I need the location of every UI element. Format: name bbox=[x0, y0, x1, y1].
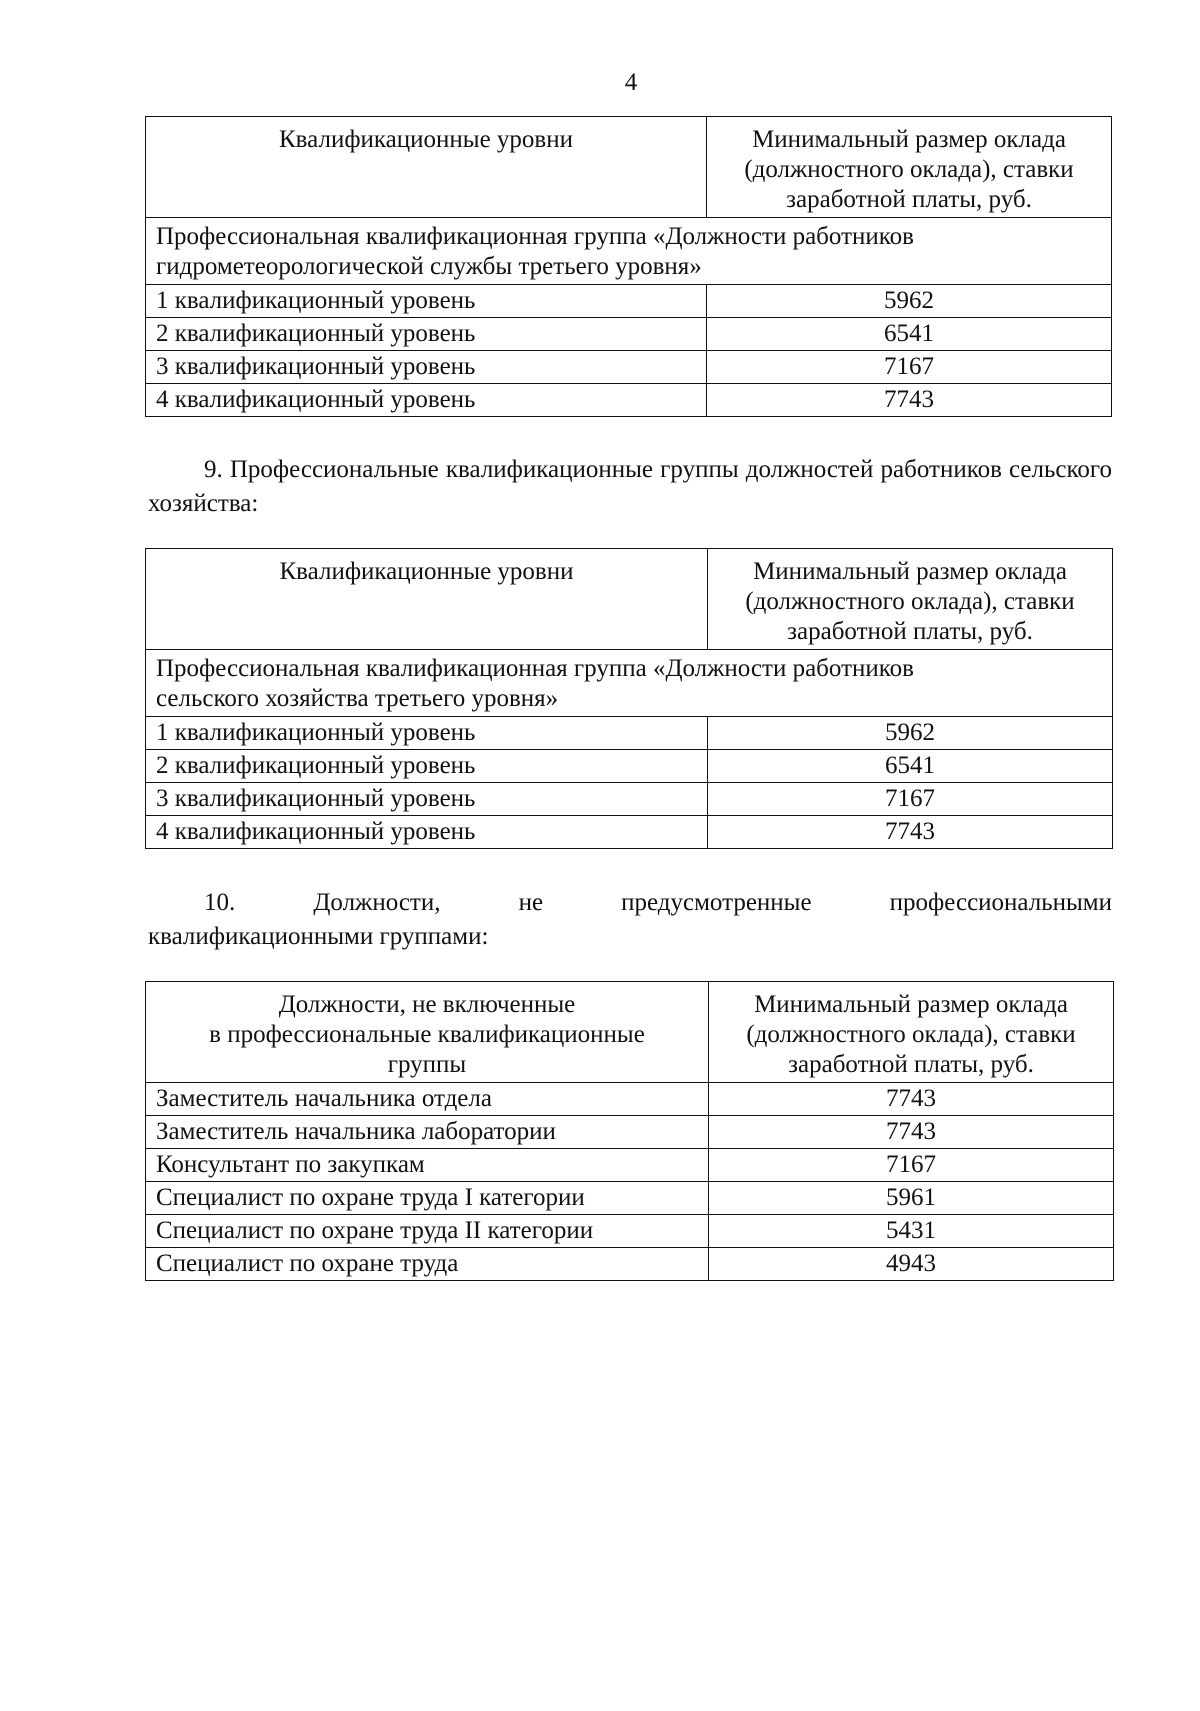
salary-table-other-positions bbox=[145, 981, 1114, 1281]
salary-cell: 5431 bbox=[709, 1215, 1114, 1248]
level-cell: 4 квалификационный уровень bbox=[146, 384, 707, 417]
group-line: гидрометеорологической службы третьего уровня» bbox=[156, 253, 702, 280]
table-row bbox=[146, 351, 1112, 384]
table-header-row bbox=[146, 117, 1112, 218]
section-10-word: профессиональными bbox=[889, 889, 1112, 916]
salary-cell: 5962 bbox=[708, 717, 1113, 750]
header-line: заработной платы, руб. bbox=[787, 618, 1033, 645]
table-row bbox=[146, 750, 1113, 783]
section-10-line-1 bbox=[148, 886, 1112, 920]
table-row bbox=[146, 1182, 1114, 1215]
table-row bbox=[146, 318, 1112, 351]
section-9-paragraph bbox=[148, 453, 1112, 521]
position-cell: Заместитель начальника отдела bbox=[146, 1083, 709, 1116]
group-row bbox=[146, 218, 1112, 285]
salary-cell: 7743 bbox=[709, 1083, 1114, 1116]
header-min-salary bbox=[707, 117, 1112, 218]
level-cell: 2 квалификационный уровень bbox=[146, 750, 708, 783]
header-cell-text: Квалификационные уровни bbox=[279, 558, 574, 585]
header-line: Минимальный размер оклада bbox=[753, 558, 1067, 585]
header-line: заработной платы, руб. bbox=[786, 186, 1032, 213]
salary-cell: 6541 bbox=[707, 318, 1112, 351]
group-line: сельского хозяйства третьего уровня» bbox=[156, 685, 559, 712]
section-10-word: предусмотренные bbox=[621, 889, 812, 916]
level-cell: 3 квалификационный уровень bbox=[146, 351, 707, 384]
header-line: группы bbox=[387, 1051, 467, 1078]
table-row bbox=[146, 285, 1112, 318]
group-title bbox=[146, 218, 1112, 285]
position-cell: Консультант по закупкам bbox=[146, 1149, 709, 1182]
section-10-paragraph bbox=[148, 886, 1112, 954]
table-row bbox=[146, 384, 1112, 417]
section-10-word: не bbox=[518, 889, 544, 916]
header-line: в профессиональные квалификационные bbox=[209, 1021, 645, 1048]
salary-cell: 7743 bbox=[708, 816, 1113, 849]
section-9-text: 9. Профессиональные квалификационные группы должностей работников сельского хозяйства: bbox=[148, 456, 1112, 517]
table-row bbox=[146, 1248, 1114, 1281]
header-line: (должностного оклада), ставки bbox=[745, 588, 1075, 615]
group-line: Профессиональная квалификационная группа «Должности работников bbox=[156, 655, 914, 682]
header-line: Минимальный размер оклада bbox=[754, 991, 1068, 1018]
header-min-salary bbox=[708, 549, 1113, 650]
section-10-line-2: квалификационными группами: bbox=[148, 923, 489, 950]
table-row bbox=[146, 1083, 1114, 1116]
position-cell: Специалист по охране труда bbox=[146, 1248, 709, 1281]
header-qualification-levels bbox=[146, 117, 707, 218]
table-row bbox=[146, 1149, 1114, 1182]
header-positions bbox=[146, 982, 709, 1083]
section-10-number: 10. bbox=[204, 889, 236, 916]
position-cell: Специалист по охране труда II категории bbox=[146, 1215, 709, 1248]
header-line: заработной платы, руб. bbox=[788, 1051, 1034, 1078]
position-cell: Заместитель начальника лаборатории bbox=[146, 1116, 709, 1149]
header-min-salary bbox=[709, 982, 1114, 1083]
salary-cell: 7167 bbox=[709, 1149, 1114, 1182]
salary-cell: 4943 bbox=[709, 1248, 1114, 1281]
level-cell: 3 квалификационный уровень bbox=[146, 783, 708, 816]
section-10-word: Должности, bbox=[313, 889, 441, 916]
group-row bbox=[146, 650, 1113, 717]
table-row bbox=[146, 816, 1113, 849]
salary-table-hydromet bbox=[145, 116, 1112, 417]
header-line: (должностного оклада), ставки bbox=[744, 156, 1074, 183]
salary-cell: 7167 bbox=[707, 351, 1112, 384]
salary-cell: 5961 bbox=[709, 1182, 1114, 1215]
table-header-row bbox=[146, 549, 1113, 650]
page-number: 4 bbox=[624, 69, 638, 96]
level-cell: 1 квалификационный уровень bbox=[146, 717, 708, 750]
salary-cell: 5962 bbox=[707, 285, 1112, 318]
level-cell: 2 квалификационный уровень bbox=[146, 318, 707, 351]
table-row bbox=[146, 1215, 1114, 1248]
table-header-row bbox=[146, 982, 1114, 1083]
header-line: Минимальный размер оклада bbox=[752, 126, 1066, 153]
level-cell: 1 квалификационный уровень bbox=[146, 285, 707, 318]
table-row bbox=[146, 717, 1113, 750]
header-qualification-levels bbox=[146, 549, 708, 650]
group-line: Профессиональная квалификационная группа «Должности работников bbox=[156, 223, 914, 250]
salary-cell: 6541 bbox=[708, 750, 1113, 783]
salary-table-agriculture bbox=[145, 548, 1113, 849]
salary-cell: 7743 bbox=[707, 384, 1112, 417]
salary-cell: 7743 bbox=[709, 1116, 1114, 1149]
level-cell: 4 квалификационный уровень bbox=[146, 816, 708, 849]
header-cell-text: Квалификационные уровни bbox=[279, 126, 573, 153]
group-title bbox=[146, 650, 1113, 717]
table-row bbox=[146, 1116, 1114, 1149]
table-row bbox=[146, 783, 1113, 816]
header-line: (должностного оклада), ставки bbox=[746, 1021, 1076, 1048]
position-cell: Специалист по охране труда I категории bbox=[146, 1182, 709, 1215]
salary-cell: 7167 bbox=[708, 783, 1113, 816]
header-line: Должности, не включенные bbox=[278, 991, 576, 1018]
